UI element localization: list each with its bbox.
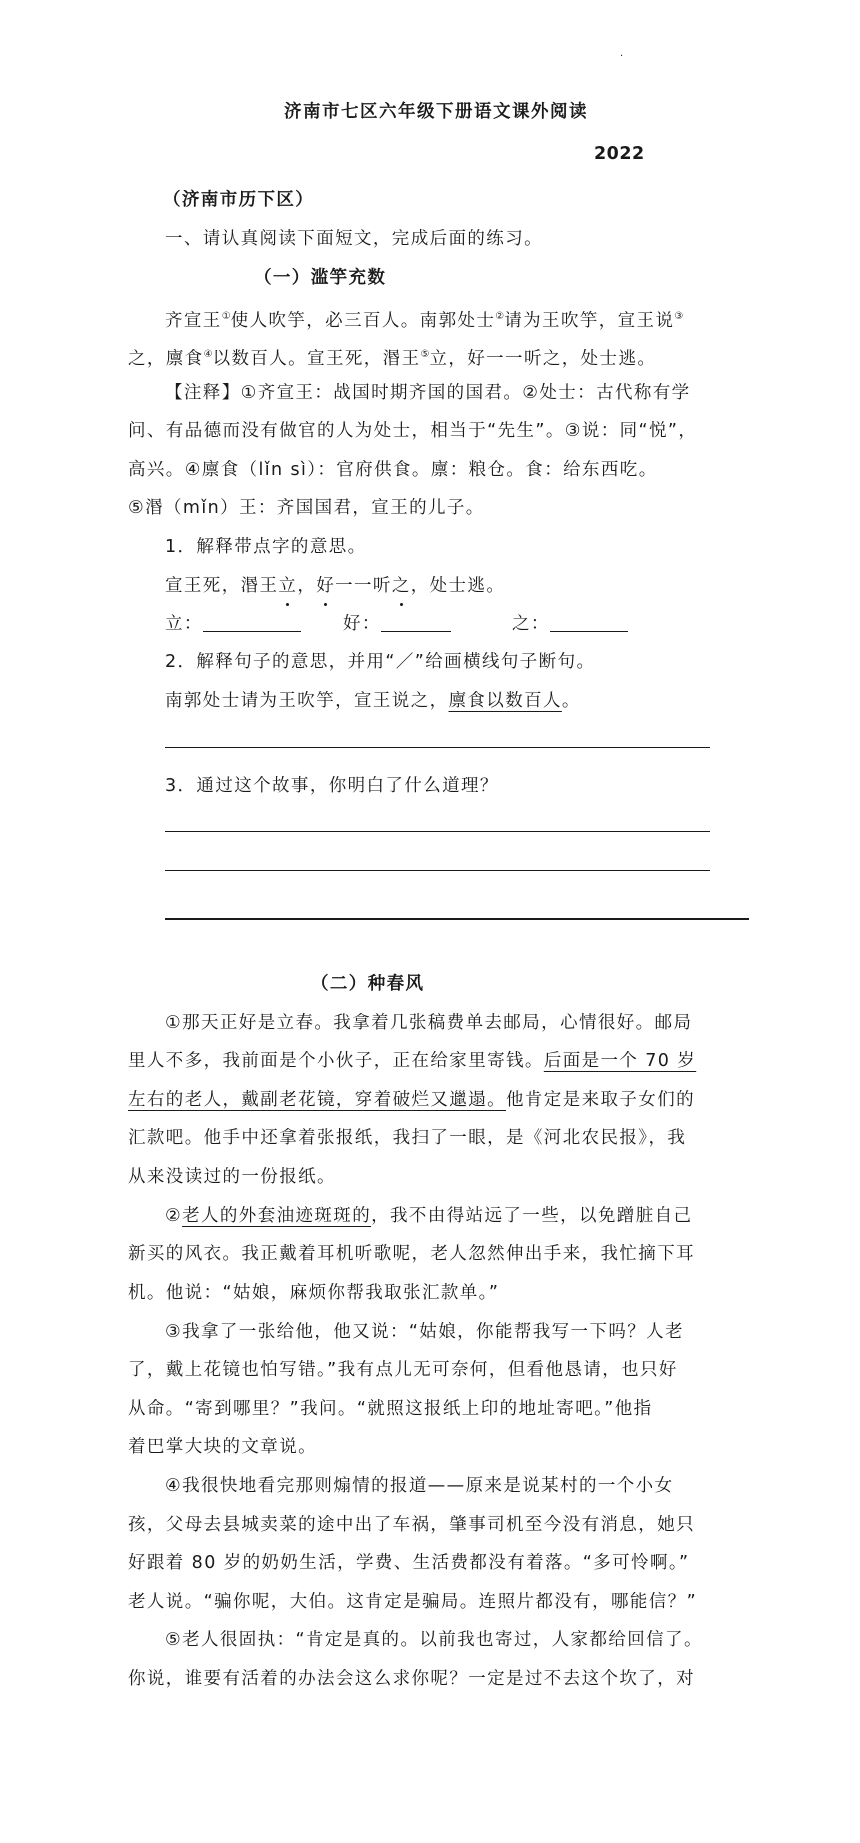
sentence-text: 南郭处士请为王吹竽，宣王说之， — [165, 691, 449, 711]
section-title-1: （一）滥竽充数 — [254, 268, 387, 288]
paragraph-line: 新买的风衣。我正戴着耳机听歌呢，老人忽然伸出手来，我忙摘下耳 — [128, 1244, 695, 1264]
answer-label-li: 立： — [165, 614, 203, 634]
paragraph-line: 你说，谁要有活着的办法会这么求你呢？一定是过不去这个坎了，对 — [128, 1669, 695, 1689]
dotted-char: 好 — [316, 576, 336, 596]
dotted-char: 之 — [391, 576, 411, 596]
answer-row-3 — [512, 612, 628, 636]
top-mark: . — [620, 48, 624, 59]
question-1-prompt: 1．解释带点字的意思。 — [165, 537, 367, 557]
answer-label-hao: 好： — [343, 614, 381, 634]
sentence-text: 一一听 — [335, 576, 392, 596]
paragraph-line — [128, 1049, 696, 1073]
paragraph-line — [165, 1204, 692, 1228]
paragraph-line: 机。他说：“姑娘，麻烦你帮我取张汇款单。” — [128, 1283, 500, 1303]
paragraph-line: 老人说。“骗你呢，大伯。这肯定是骗局。连照片都没有，哪能信？” — [128, 1592, 698, 1612]
sentence-text: ，处士逃。 — [410, 576, 506, 596]
footnote-marker: ① — [221, 311, 231, 322]
footnote-marker: ⑤ — [420, 349, 430, 360]
answer-label-zhi: 之： — [512, 614, 550, 634]
sentence-text: ， — [297, 576, 317, 596]
underlined-text: 左右的老人，戴副老花镜，穿着破烂又邋遢。 — [128, 1090, 506, 1110]
story-text: 以数百人。宣王死，湣王 — [212, 348, 421, 369]
paragraph-line: 从命。“寄到哪里？”我问。“就照这报纸上印的地址寄吧。”他指 — [128, 1399, 653, 1419]
underlined-text: 后面是一个 70 岁 — [543, 1051, 697, 1071]
question-1-sentence — [165, 574, 505, 598]
note-line: 【注释】①齐宣王：战国时期齐国的国君。②处士：古代称有学 — [165, 383, 691, 403]
note-line: ⑤湣（mǐn）王：齐国国君，宣王的儿子。 — [128, 498, 485, 518]
paragraph-line: 好跟着 80 岁的奶奶生活，学费、生活费都没有着落。“多可怜啊。” — [128, 1553, 690, 1573]
paragraph-line: ⑤老人很固执：“肯定是真的。以前我也寄过，人家都给回信了。 — [165, 1630, 703, 1650]
story-line-1 — [165, 305, 683, 333]
story-text: 请为王吹竽，宣王说 — [504, 310, 675, 331]
paragraph-line: ④我很快地看完那则煽情的报道——原来是说某村的一个小女 — [165, 1476, 674, 1496]
paragraph-line: 汇款吧。他手中还拿着张报纸，我扫了一眼，是《河北农民报》，我 — [128, 1128, 687, 1148]
answer-row-1 — [165, 612, 301, 636]
paragraph-text: ，我不由得站远了一些，以免蹭脏自己 — [371, 1206, 693, 1226]
story-text: 使人吹竽，必三百人。南郭处士 — [230, 310, 496, 331]
answer-blank-li[interactable] — [203, 613, 301, 632]
paragraph-line: 从来没读过的一份报纸。 — [128, 1167, 336, 1187]
paragraph-line — [128, 1088, 695, 1112]
page-title: 济南市七区六年级下册语文课外阅读 — [284, 102, 588, 122]
question-2-sentence — [165, 689, 581, 713]
story-text: 之，廪食 — [128, 348, 204, 369]
paragraph-text: 他肯定是来取子女们的 — [506, 1090, 695, 1110]
sentence-text: 。 — [561, 691, 581, 711]
paragraph-line: 了，戴上花镜也怕写错。”我有点儿无可奈何，但看他恳请，也只好 — [128, 1360, 678, 1380]
underlined-sentence: 廪食以数百人 — [448, 691, 562, 711]
answer-line-q3-1[interactable] — [165, 831, 710, 832]
answer-line-q3-2[interactable] — [165, 870, 710, 871]
footnote-marker: ③ — [674, 311, 684, 322]
paragraph-line: ①那天正好是立春。我拿着几张稿费单去邮局，心情很好。邮局 — [165, 1013, 693, 1033]
note-line: 问、有品德而没有做官的人为处士，相当于“先生”。③说：同“悦”， — [128, 421, 698, 441]
section-divider — [165, 918, 749, 920]
paragraph-line: 着巴掌大块的文章说。 — [128, 1437, 317, 1457]
sentence-text: 宣王死，湣王 — [165, 576, 279, 596]
note-line: 高兴。④廪食（lǐn sì）：官府供食。廪：粮仓。食：给东西吃。 — [128, 460, 658, 480]
answer-row-2 — [343, 612, 451, 636]
paragraph-line: ③我拿了一张给他，他又说：“姑娘，你能帮我写一下吗？人老 — [165, 1322, 684, 1342]
footnote-marker: ④ — [203, 349, 213, 360]
answer-line-q2[interactable] — [165, 747, 710, 748]
answer-blank-zhi[interactable] — [550, 613, 628, 632]
section-title-2: （二）种春风 — [311, 974, 425, 994]
instruction-text: 一、请认真阅读下面短文，完成后面的练习。 — [165, 229, 543, 249]
question-3-prompt: 3．通过这个故事，你明白了什么道理？ — [165, 776, 499, 796]
paragraph-text: 里人不多，我前面是个小伙子，正在给家里寄钱。 — [128, 1051, 544, 1071]
paragraph-line: 孩，父母去县城卖菜的途中出了车祸，肇事司机至今没有消息，她只 — [128, 1515, 695, 1535]
year-label: 2022 — [594, 144, 645, 164]
dotted-char: 立 — [278, 576, 298, 596]
story-text: 齐宣王 — [165, 310, 222, 331]
question-2-prompt: 2．解释句子的意思，并用“／”给画横线句子断句。 — [165, 652, 596, 672]
paragraph-text: ② — [165, 1206, 183, 1226]
footnote-marker: ② — [495, 311, 505, 322]
underlined-text: 老人的外套油迹斑斑的 — [182, 1206, 372, 1226]
answer-blank-hao[interactable] — [381, 613, 451, 632]
district-label: （济南市历下区） — [163, 190, 315, 210]
story-line-2 — [128, 343, 656, 371]
story-text: 立，好一一听之，处士逃。 — [429, 348, 657, 369]
